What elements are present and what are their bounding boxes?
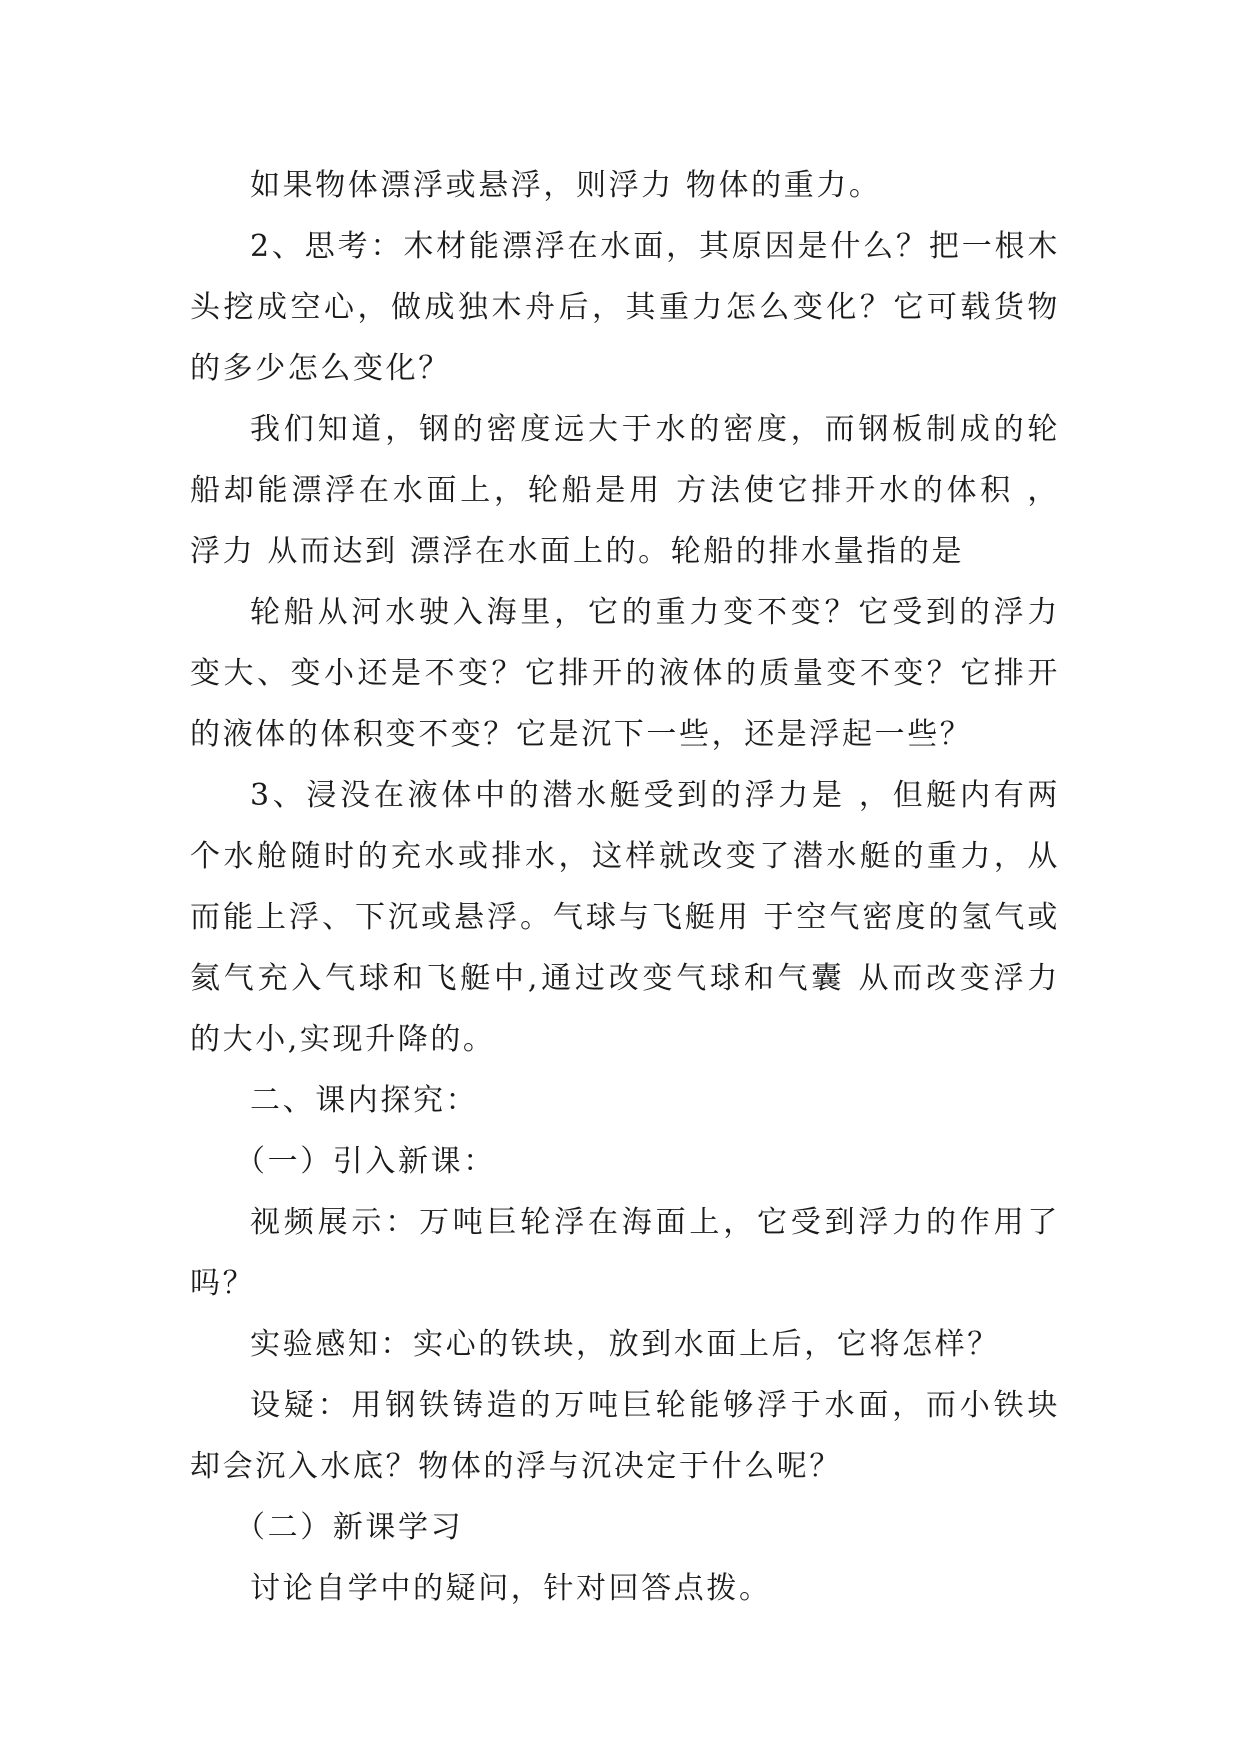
paragraph-question: 设疑：用钢铁铸造的万吨巨轮能够浮于水面，而小铁块却会沉入水底？物体的浮与沉决定于什么呢？ — [190, 1388, 1060, 1484]
document-body — [190, 155, 1060, 1619]
subheading-new-lesson: （二）新课学习 — [235, 1510, 464, 1545]
paragraph-submarine: 3、浸没在液体中的潜水艇受到的浮力是 ，但艇内有两个水舱随时的充水或排水，这样就改变了潜水艇的重力，从而能上浮、下沉或悬浮。气球与飞艇用 于空气密度的氢气或氦气充入气球和飞艇中,通过改变气球和气囊 从而改变浮力的大小,实现升降的。 — [190, 778, 1060, 1057]
paragraph-float-condition: 如果物体漂浮或悬浮，则浮力 物体的重力。 — [250, 168, 882, 203]
paragraph-think-wood: 2、思考：木材能漂浮在水面，其原因是什么？把一根木头挖成空心，做成独木舟后，其重力怎么变化？它可载货物的多少怎么变化？ — [190, 229, 1060, 386]
paragraph-river-to-sea: 轮船从河水驶入海里，它的重力变不变？它受到的浮力变大、变小还是不变？它排开的液体的质量变不变？它排开的液体的体积变不变？它是沉下一些，还是浮起一些？ — [190, 595, 1060, 752]
paragraph-steel-ship: 我们知道，钢的密度远大于水的密度，而钢板制成的轮船却能漂浮在水面上，轮船是用 方法使它排开水的体积 ，浮力 从而达到 漂浮在水面上的。轮船的排水量指的是 — [190, 412, 1060, 569]
section-heading-class-inquiry: 二、课内探究： — [250, 1083, 479, 1118]
paragraph-experiment: 实验感知：实心的铁块，放到水面上后，它将怎样？ — [250, 1327, 1000, 1362]
subheading-introduce-lesson: （一）引入新课： — [235, 1144, 496, 1179]
paragraph-discussion: 讨论自学中的疑问，针对回答点拨。 — [250, 1571, 772, 1606]
paragraph-video-display: 视频展示：万吨巨轮浮在海面上，它受到浮力的作用了吗？ — [190, 1205, 1060, 1301]
